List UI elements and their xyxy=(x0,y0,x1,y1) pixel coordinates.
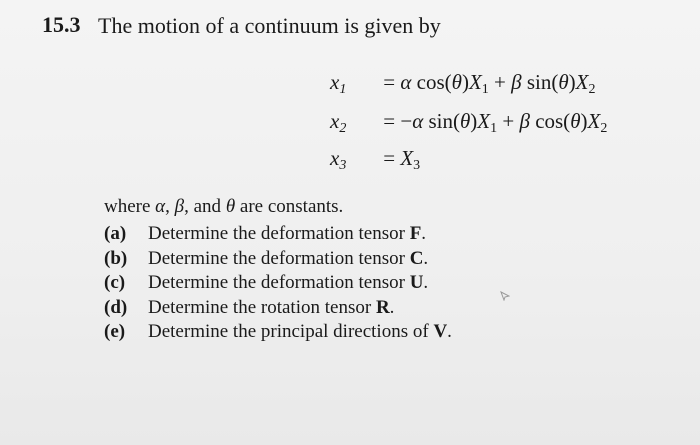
equation-lhs: $x_1$ xyxy=(330,70,347,97)
problem-number: 15.3 xyxy=(42,12,81,37)
item-label: (b) xyxy=(104,247,128,269)
item-label: (e) xyxy=(104,321,126,342)
item-label: (a) xyxy=(104,223,127,244)
equation-lhs: $x_2$ xyxy=(330,109,347,136)
item-text: Determine the deformation tensor U. xyxy=(148,272,429,293)
item-text: Determine the rotation tensor R. xyxy=(148,296,395,318)
item-label: (d) xyxy=(104,296,128,318)
item-text: Determine the deformation tensor C. xyxy=(148,247,429,269)
equation-3 xyxy=(330,146,420,171)
question-item-a xyxy=(104,222,452,247)
question-item-d xyxy=(104,296,452,321)
question-item-e xyxy=(104,320,452,345)
question-item-c xyxy=(104,271,452,296)
constants-statement: where α, β, and θ are constants. xyxy=(104,196,344,217)
item-text: Determine the deformation tensor F. xyxy=(148,223,427,244)
mouse-cursor-icon xyxy=(500,291,510,301)
equation-lhs: $x_3$ xyxy=(330,146,347,173)
question-item-b xyxy=(104,247,452,272)
item-label: (c) xyxy=(104,272,126,293)
question-list xyxy=(104,222,452,345)
item-text: Determine the principal directions of V. xyxy=(148,321,452,342)
equation-1 xyxy=(330,70,596,95)
equation-rhs: = $X_3$ xyxy=(383,146,421,173)
equation-rhs: = α $\cos(\theta)X_1 + \beta$ $\sin(\theta)X_2$ xyxy=(383,70,596,97)
equation-2 xyxy=(330,109,607,134)
equation-rhs: = −α $\sin(\theta)X_1 + \beta$ $\cos(\theta)X_2$ xyxy=(383,109,608,136)
problem-title: The motion of a continuum is given by xyxy=(98,13,441,38)
